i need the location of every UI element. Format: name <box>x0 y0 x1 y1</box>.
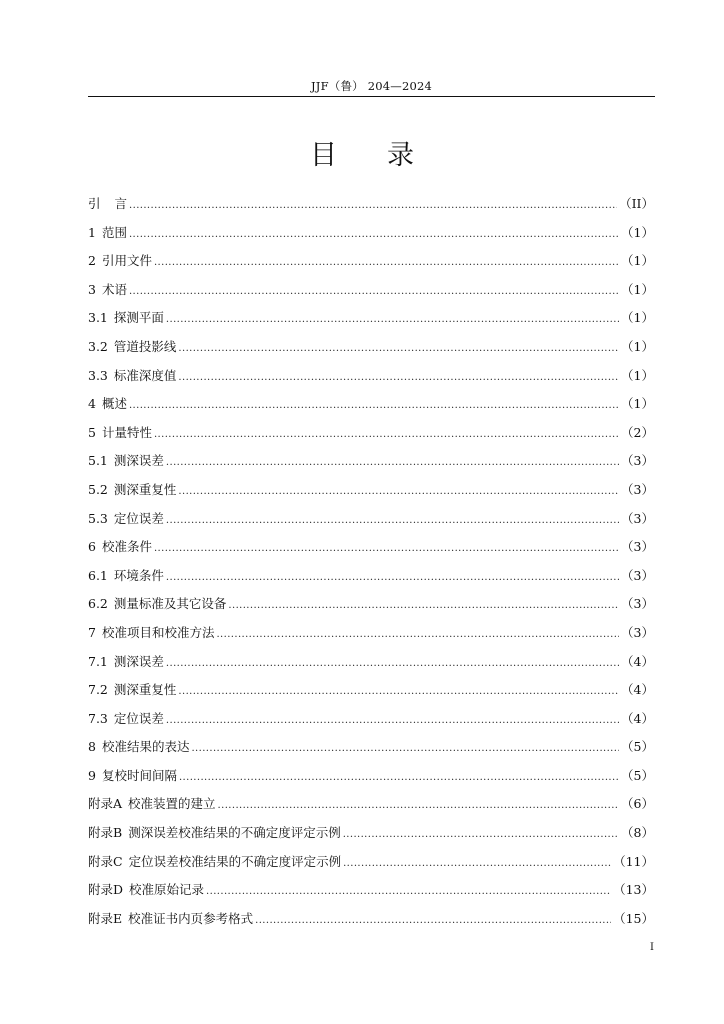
toc-entry[interactable] <box>88 333 654 362</box>
toc-entry-number: 8 <box>88 739 96 755</box>
toc-entry-page: （1） <box>621 253 654 269</box>
toc-entry-number: 附录D <box>88 882 124 898</box>
toc-entry-label <box>88 790 216 819</box>
toc-entry-label <box>88 190 127 219</box>
toc-entry[interactable] <box>88 219 654 248</box>
toc-entry[interactable] <box>88 676 654 705</box>
toc-entry-label <box>88 733 189 762</box>
toc-entry-label <box>88 505 164 534</box>
toc-entry-label <box>88 247 152 276</box>
toc-dot-leader <box>216 619 619 650</box>
toc-entry[interactable] <box>88 590 654 619</box>
toc-entry-number: 7.2 <box>88 682 108 698</box>
toc-entry-label <box>88 676 176 705</box>
toc-entry-title: 计量特性 <box>101 424 152 440</box>
toc-entry-title: 测深误差 <box>113 653 164 669</box>
toc-entry-page: （3） <box>621 624 654 640</box>
toc-dot-leader <box>191 733 619 764</box>
toc-entry-number: 3.2 <box>88 338 108 354</box>
toc-entry-number: 3.1 <box>88 310 108 326</box>
toc-entry-label <box>88 705 164 734</box>
toc-entry-page: （3） <box>621 453 654 469</box>
toc-entry-title: 测深重复性 <box>113 481 177 497</box>
toc-entry-label <box>88 362 176 391</box>
toc-entry-number: 7.1 <box>88 653 108 669</box>
toc-entry[interactable] <box>88 476 654 505</box>
toc-dot-leader <box>166 648 619 679</box>
toc-entry-number: 附录E <box>88 910 123 926</box>
toc-entry-page: （1） <box>621 281 654 297</box>
toc-entry-page: （4） <box>621 710 654 726</box>
toc-entry-page: （3） <box>621 539 654 555</box>
toc-entry-page: （1） <box>621 224 654 240</box>
toc-entry-number: 9 <box>88 767 96 783</box>
running-header: JJF（鲁） 204—2024 <box>310 79 433 93</box>
toc-dot-leader <box>206 876 611 907</box>
toc-entry-title: 言 <box>114 196 128 211</box>
toc-entry-page: （3） <box>621 510 654 526</box>
toc-dot-leader <box>129 190 617 221</box>
toc-dot-leader <box>178 333 619 364</box>
toc-entry-number: 4 <box>88 396 96 412</box>
toc-entry-title: 测量标准及其它设备 <box>113 596 227 612</box>
toc-entry[interactable] <box>88 648 654 677</box>
toc-entry-number: 附录C <box>88 853 123 869</box>
toc-entry[interactable] <box>88 733 654 762</box>
toc-entry-number: 5.3 <box>88 510 108 526</box>
toc-entry-title: 范围 <box>101 224 127 240</box>
toc-dot-leader <box>228 590 619 621</box>
toc-dot-leader <box>166 304 619 335</box>
toc-dot-leader <box>343 819 619 850</box>
toc-entry-page: （2） <box>621 424 654 440</box>
toc-entry-title: 术语 <box>101 281 127 297</box>
toc-entry-number: 5.1 <box>88 453 108 469</box>
toc-entry-label <box>88 276 127 305</box>
toc-dot-leader <box>154 247 619 278</box>
toc-entry[interactable] <box>88 276 654 305</box>
toc-entry-page: （II） <box>619 196 654 211</box>
toc-title: 目录 <box>310 140 464 171</box>
toc-entry-page: （5） <box>621 739 654 755</box>
toc-dot-leader <box>129 219 619 250</box>
toc-entry-page: （6） <box>621 796 654 812</box>
toc-entry-page: （13） <box>613 882 654 898</box>
toc-dot-leader <box>255 905 611 936</box>
toc-entry-label <box>88 648 164 677</box>
toc-entry-title: 标准深度值 <box>113 367 177 383</box>
toc-dot-leader <box>166 447 619 478</box>
toc-dot-leader <box>166 505 619 536</box>
toc-entry-number: 5.2 <box>88 481 108 497</box>
toc-entry-page: （15） <box>613 910 654 926</box>
toc-entry-title: 校准条件 <box>101 539 152 555</box>
table-of-contents <box>88 190 654 933</box>
toc-entry-label <box>88 333 176 362</box>
toc-entry-number: 6 <box>88 539 96 555</box>
toc-entry-label <box>88 533 152 562</box>
toc-entry-title: 环境条件 <box>113 567 164 583</box>
toc-entry-title: 校准结果的表达 <box>101 739 190 755</box>
toc-entry-title: 探测平面 <box>113 310 164 326</box>
toc-entry-page: （3） <box>621 481 654 497</box>
toc-entry-label <box>88 390 127 419</box>
toc-entry-number: 3.3 <box>88 367 108 383</box>
toc-entry[interactable] <box>88 505 654 534</box>
page-number: I <box>650 942 654 953</box>
toc-entry-title: 引用文件 <box>101 253 152 269</box>
toc-entry[interactable] <box>88 562 654 591</box>
toc-entry-page: （11） <box>613 853 654 869</box>
toc-entry-title: 管道投影线 <box>113 338 177 354</box>
toc-entry-label <box>88 562 164 591</box>
toc-entry[interactable] <box>88 533 654 562</box>
toc-entry-title: 复校时间间隔 <box>101 767 177 783</box>
toc-dot-leader <box>179 762 619 793</box>
toc-entry[interactable] <box>88 390 654 419</box>
toc-entry-title: 校准项目和校准方法 <box>101 624 215 640</box>
toc-entry-label <box>88 876 204 905</box>
toc-entry-label <box>88 419 152 448</box>
toc-entry-page: （4） <box>621 682 654 698</box>
toc-entry-title: 概述 <box>101 396 127 412</box>
toc-entry-page: （1） <box>621 396 654 412</box>
toc-entry-number: 2 <box>88 253 96 269</box>
toc-entry-title: 测深重复性 <box>113 682 177 698</box>
toc-entry[interactable] <box>88 848 654 877</box>
toc-entry[interactable] <box>88 247 654 276</box>
toc-entry-page: （1） <box>621 367 654 383</box>
toc-entry-title: 定位误差 <box>113 510 164 526</box>
toc-entry[interactable] <box>88 790 654 819</box>
toc-dot-leader <box>129 390 619 421</box>
toc-entry-number: 7.3 <box>88 710 108 726</box>
toc-entry-number: 1 <box>88 224 96 240</box>
toc-entry-page: （5） <box>621 767 654 783</box>
toc-entry-page: （3） <box>621 596 654 612</box>
toc-entry[interactable] <box>88 705 654 734</box>
toc-entry[interactable] <box>88 905 654 934</box>
toc-entry-label <box>88 619 214 648</box>
toc-entry-number: 附录A <box>88 796 123 812</box>
toc-dot-leader <box>166 562 619 593</box>
toc-entry-title: 校准原始记录 <box>129 882 205 898</box>
toc-dot-leader <box>178 362 619 393</box>
toc-entry[interactable] <box>88 190 654 219</box>
toc-entry-number: 7 <box>88 624 96 640</box>
toc-entry-label <box>88 848 341 877</box>
toc-entry[interactable] <box>88 876 654 905</box>
toc-entry-page: （1） <box>621 338 654 354</box>
toc-entry[interactable] <box>88 362 654 391</box>
toc-entry-title: 校准装置的建立 <box>128 796 216 812</box>
toc-entry-page: （1） <box>621 310 654 326</box>
toc-entry-title: 测深误差 <box>113 453 164 469</box>
toc-entry-number: 5 <box>88 424 96 440</box>
toc-entry[interactable] <box>88 819 654 848</box>
toc-entry-label <box>88 219 127 248</box>
toc-dot-leader <box>129 276 619 307</box>
toc-entry-number: 附录B <box>88 825 123 841</box>
toc-entry-label <box>88 905 253 934</box>
toc-entry-number: 引 <box>88 196 101 211</box>
header-rule <box>88 96 655 97</box>
toc-entry[interactable] <box>88 762 654 791</box>
toc-entry-page: （4） <box>621 653 654 669</box>
toc-entry-number: 3 <box>88 281 96 297</box>
toc-entry[interactable] <box>88 619 654 648</box>
toc-dot-leader <box>178 676 619 707</box>
toc-dot-leader <box>166 705 619 736</box>
toc-entry-title: 定位误差校准结果的不确定度评定示例 <box>128 853 342 869</box>
toc-entry[interactable] <box>88 419 654 448</box>
toc-dot-leader <box>218 790 620 821</box>
toc-entry-page: （3） <box>621 567 654 583</box>
toc-entry-label <box>88 476 176 505</box>
toc-entry[interactable] <box>88 304 654 333</box>
toc-entry-page: （8） <box>621 825 654 841</box>
toc-entry[interactable] <box>88 447 654 476</box>
toc-entry-label <box>88 762 177 791</box>
toc-entry-label <box>88 304 164 333</box>
toc-dot-leader <box>154 419 619 450</box>
toc-dot-leader <box>178 476 619 507</box>
toc-entry-title: 校准证书内页参考格式 <box>128 910 254 926</box>
toc-entry-label <box>88 819 341 848</box>
toc-entry-title: 定位误差 <box>113 710 164 726</box>
toc-entry-title: 测深误差校准结果的不确定度评定示例 <box>128 825 341 841</box>
toc-entry-label <box>88 590 226 619</box>
toc-dot-leader <box>154 533 619 564</box>
toc-dot-leader <box>343 848 611 879</box>
toc-entry-label <box>88 447 164 476</box>
toc-entry-number: 6.2 <box>88 596 108 612</box>
toc-entry-number: 6.1 <box>88 567 108 583</box>
